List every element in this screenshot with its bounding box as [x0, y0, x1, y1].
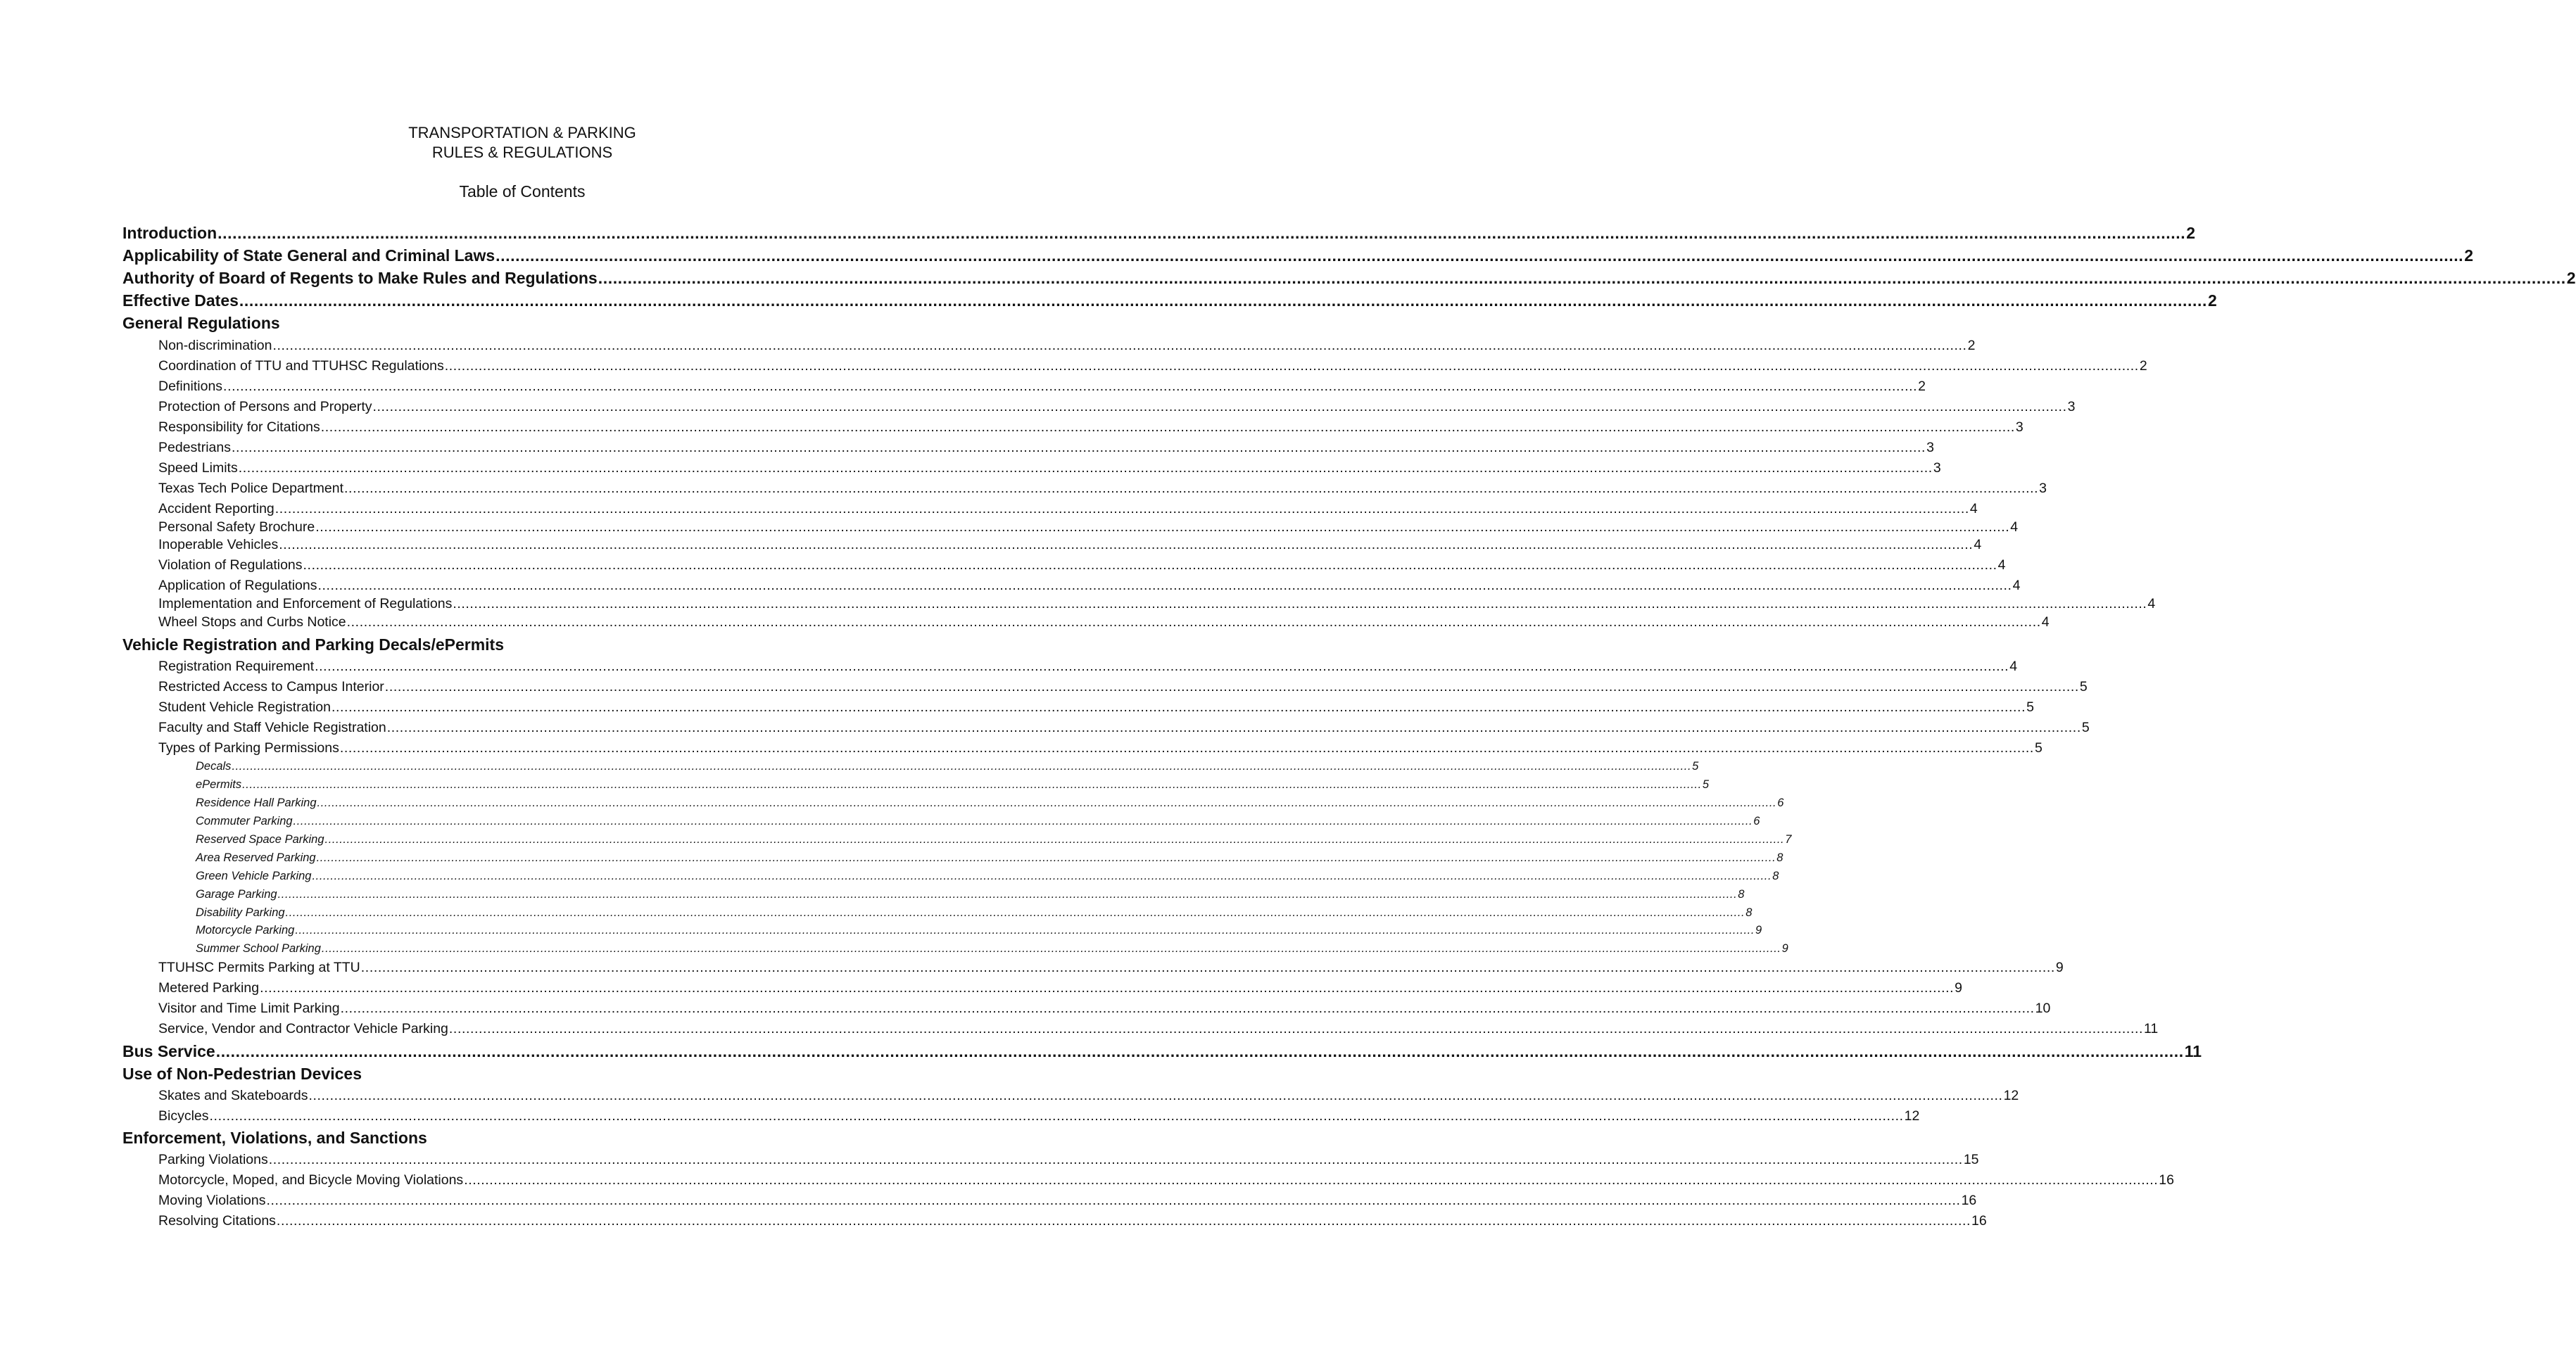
- toc-page-number: 7: [1785, 833, 1792, 846]
- toc-page-number: 3: [1926, 440, 1934, 455]
- toc-entry[interactable]: [158, 720, 2090, 738]
- toc-title: Enforcement, Violations, and Sanctions: [122, 1129, 427, 1147]
- toc-leader-dots: ................................................................................................................................................................................................................................................................................................................................................................................................................: [276, 1213, 1971, 1229]
- toc-page-number: 10: [2035, 1001, 2051, 1016]
- toc-leader-dots: ................................................................................................................................................................................................................................................................................................................................................................................................................: [238, 460, 1933, 476]
- toc-title: Wheel Stops and Curbs Notice: [158, 614, 346, 630]
- toc-title: General Regulations: [122, 314, 280, 332]
- toc-title: Types of Parking Permissions: [158, 740, 339, 756]
- toc-title: Use of Non-Pedestrian Devices: [122, 1065, 362, 1083]
- toc-title: Authority of Board of Regents to Make Rules and Regulations: [122, 269, 598, 287]
- toc-entry[interactable]: [158, 1108, 1920, 1127]
- toc-subentry[interactable]: [196, 870, 1779, 885]
- toc-title: Applicability of State General and Criminal Laws: [122, 246, 495, 265]
- toc-entry[interactable]: [158, 501, 1978, 519]
- toc-entry[interactable]: [158, 537, 1982, 555]
- toc-page-number: 2: [1918, 379, 1926, 394]
- toc-subentry[interactable]: [196, 760, 1699, 775]
- toc-title: Parking Violations: [158, 1152, 268, 1167]
- toc-subentry[interactable]: [196, 778, 1709, 794]
- toc-entry[interactable]: [158, 358, 2147, 376]
- toc-title: Reserved Space Parking: [196, 833, 324, 846]
- toc-entry[interactable]: [158, 1088, 2019, 1106]
- toc-leader-dots: ................................................................................................................................................................................................................................................................................................................................................................................................................: [317, 578, 2012, 593]
- toc-leader-dots: ................................................................................................................................................................................................................................................................................................................................................................................................................: [308, 1088, 2003, 1103]
- toc-leader-dots: ................................................................................................................................................................................................................................................................................................................................................................................................................: [598, 269, 2566, 287]
- toc-leader-dots: ................................................................................................................................................................................................................................................................................................................................................................................................................: [321, 942, 1781, 955]
- toc-title: Bicycles: [158, 1108, 209, 1124]
- toc-subentry[interactable]: [196, 797, 1784, 812]
- toc-leader-dots: ................................................................................................................................................................................................................................................................................................................................................................................................................: [448, 1021, 2143, 1036]
- toc-leader-dots: ................................................................................................................................................................................................................................................................................................................................................................................................................: [231, 440, 1926, 455]
- toc-title: Implementation and Enforcement of Regulations: [158, 596, 453, 611]
- toc-title: Speed Limits: [158, 460, 238, 476]
- toc-subentry[interactable]: [196, 815, 1760, 830]
- toc-title: Personal Safety Brochure: [158, 519, 315, 535]
- toc-entry[interactable]: [158, 519, 2019, 538]
- toc-page-number: 4: [2010, 519, 2019, 535]
- toc-title: Pedestrians: [158, 440, 231, 455]
- toc-title: Vehicle Registration and Parking Decals/ePermits: [122, 635, 504, 654]
- toc-title: Restricted Access to Campus Interior: [158, 679, 384, 694]
- toc-title: Service, Vendor and Contractor Vehicle Parking: [158, 1021, 448, 1036]
- toc-title: Bus Service: [122, 1042, 215, 1060]
- toc-page-number: 3: [2015, 419, 2023, 435]
- toc-page-number: 9: [1955, 980, 1963, 996]
- toc-heading: Table of Contents: [459, 182, 586, 201]
- toc-section[interactable]: [122, 635, 504, 658]
- toc-page-number: 4: [2147, 596, 2156, 611]
- toc-entry[interactable]: [158, 379, 1926, 397]
- document-title-line1: TRANSPORTATION & PARKING: [408, 124, 636, 141]
- toc-page-number: 2: [2207, 291, 2217, 310]
- toc-leader-dots: ................................................................................................................................................................................................................................................................................................................................................................................................................: [316, 851, 1776, 864]
- toc-entry[interactable]: [158, 980, 1963, 998]
- toc-page-number: 6: [1777, 797, 1784, 809]
- toc-entry[interactable]: [158, 460, 1941, 478]
- toc-title: Summer School Parking: [196, 942, 321, 955]
- toc-title: Student Vehicle Registration: [158, 699, 331, 715]
- toc-leader-dots: ................................................................................................................................................................................................................................................................................................................................................................................................................: [277, 888, 1738, 901]
- toc-section[interactable]: [122, 1065, 362, 1087]
- toc-title: Motorcycle, Moped, and Bicycle Moving Violations: [158, 1172, 464, 1188]
- toc-subentry[interactable]: [196, 833, 1792, 849]
- toc-title: Coordination of TTU and TTUHSC Regulations: [158, 358, 444, 374]
- toc-subentry[interactable]: [196, 924, 1762, 939]
- toc-entry[interactable]: [158, 557, 2006, 576]
- toc-leader-dots: ................................................................................................................................................................................................................................................................................................................................................................................................................: [453, 596, 2147, 611]
- toc-entry[interactable]: [158, 1001, 2051, 1019]
- toc-title: Metered Parking: [158, 980, 260, 996]
- toc-page-number: 2: [2186, 224, 2195, 242]
- toc-leader-dots: ................................................................................................................................................................................................................................................................................................................................................................................................................: [295, 924, 1755, 937]
- toc-title: Commuter Parking: [196, 815, 293, 827]
- toc-page-number: 2: [1967, 338, 1976, 353]
- toc-page-number: 4: [2012, 578, 2021, 593]
- toc-entry[interactable]: [158, 399, 2076, 417]
- toc-leader-dots: ................................................................................................................................................................................................................................................................................................................................................................................................................: [340, 1001, 2035, 1016]
- toc-page-number: 3: [1933, 460, 1941, 476]
- toc-title: Non-discrimination: [158, 338, 272, 353]
- toc-leader-dots: ................................................................................................................................................................................................................................................................................................................................................................................................................: [217, 224, 2186, 242]
- toc-page-number: 3: [2039, 481, 2047, 496]
- toc-page-number: 2: [2566, 269, 2576, 287]
- toc-title: Visitor and Time Limit Parking: [158, 1001, 340, 1016]
- toc-page-number: 16: [1971, 1213, 1987, 1229]
- toc-leader-dots: ................................................................................................................................................................................................................................................................................................................................................................................................................: [293, 815, 1753, 827]
- toc-entry[interactable]: [158, 1193, 1977, 1211]
- toc-title: Decals: [196, 760, 232, 773]
- toc-title: Residence Hall Parking: [196, 797, 317, 809]
- toc-section[interactable]: [122, 269, 2576, 291]
- toc-page-number: 2: [2139, 358, 2147, 374]
- toc-leader-dots: ................................................................................................................................................................................................................................................................................................................................................................................................................: [360, 960, 2055, 975]
- toc-entry[interactable]: [158, 440, 1934, 458]
- toc-leader-dots: ................................................................................................................................................................................................................................................................................................................................................................................................................: [315, 519, 2010, 535]
- toc-entry[interactable]: [158, 1172, 2174, 1191]
- toc-section[interactable]: [122, 224, 2195, 246]
- toc-leader-dots: ................................................................................................................................................................................................................................................................................................................................................................................................................: [303, 557, 1997, 573]
- toc-entry[interactable]: [158, 596, 2156, 614]
- toc-leader-dots: ................................................................................................................................................................................................................................................................................................................................................................................................................: [444, 358, 2139, 374]
- toc-section[interactable]: [122, 1129, 427, 1151]
- toc-title: Green Vehicle Parking: [196, 870, 312, 882]
- toc-entry[interactable]: [158, 679, 2088, 697]
- toc-entry[interactable]: [158, 960, 2064, 978]
- toc-entry[interactable]: [158, 1213, 1987, 1231]
- toc-title: Faculty and Staff Vehicle Registration: [158, 720, 386, 735]
- toc-page-number: 8: [1772, 870, 1779, 882]
- toc-leader-dots: ................................................................................................................................................................................................................................................................................................................................................................................................................: [274, 501, 1969, 516]
- toc-page-number: 5: [2034, 740, 2043, 756]
- toc-page-number: 9: [1755, 924, 1762, 937]
- toc-title: ePermits: [196, 778, 242, 791]
- toc-title: Accident Reporting: [158, 501, 274, 516]
- toc-leader-dots: ................................................................................................................................................................................................................................................................................................................................................................................................................: [495, 246, 2464, 265]
- toc-entry[interactable]: [158, 578, 2021, 596]
- toc-page-number: 8: [1738, 888, 1745, 901]
- toc-page-number: 5: [2081, 720, 2090, 735]
- toc-leader-dots: ................................................................................................................................................................................................................................................................................................................................................................................................................: [320, 419, 2015, 435]
- toc-title: Inoperable Vehicles: [158, 537, 279, 552]
- toc-title: Application of Regulations: [158, 578, 317, 593]
- toc-subentry[interactable]: [196, 942, 1788, 958]
- toc-leader-dots: ................................................................................................................................................................................................................................................................................................................................................................................................................: [209, 1108, 1904, 1124]
- toc-title: Skates and Skateboards: [158, 1088, 308, 1103]
- toc-title: Effective Dates: [122, 291, 239, 310]
- toc-section[interactable]: [122, 314, 280, 336]
- toc-title: Registration Requirement: [158, 659, 315, 674]
- toc-page-number: 5: [1692, 760, 1699, 773]
- toc-leader-dots: ................................................................................................................................................................................................................................................................................................................................................................................................................: [315, 659, 2009, 674]
- toc-page-number: 4: [1969, 501, 1978, 516]
- toc-subentry[interactable]: [196, 906, 1753, 922]
- toc-leader-dots: ................................................................................................................................................................................................................................................................................................................................................................................................................: [268, 1152, 1963, 1167]
- toc-title: Motorcycle Parking: [196, 924, 295, 937]
- toc-leader-dots: ................................................................................................................................................................................................................................................................................................................................................................................................................: [332, 699, 2026, 715]
- toc-page-number: 9: [2055, 960, 2064, 975]
- toc-entry[interactable]: [158, 419, 2023, 438]
- toc-entry[interactable]: [158, 1021, 2159, 1039]
- toc-leader-dots: ................................................................................................................................................................................................................................................................................................................................................................................................................: [260, 980, 1955, 996]
- toc-title: Texas Tech Police Department: [158, 481, 344, 496]
- toc-page-number: 12: [1904, 1108, 1920, 1124]
- toc-leader-dots: ................................................................................................................................................................................................................................................................................................................................................................................................................: [339, 740, 2034, 756]
- toc-entry[interactable]: [158, 338, 1976, 356]
- toc-leader-dots: ................................................................................................................................................................................................................................................................................................................................................................................................................: [266, 1193, 1961, 1208]
- toc-leader-dots: ................................................................................................................................................................................................................................................................................................................................................................................................................: [317, 797, 1777, 809]
- toc-entry[interactable]: [158, 740, 2043, 759]
- toc-title: Moving Violations: [158, 1193, 266, 1208]
- toc-leader-dots: ................................................................................................................................................................................................................................................................................................................................................................................................................: [324, 833, 1785, 846]
- toc-entry[interactable]: [158, 699, 2034, 718]
- toc-page-number: 4: [2009, 659, 2018, 674]
- toc-leader-dots: ................................................................................................................................................................................................................................................................................................................................................................................................................: [386, 720, 2081, 735]
- toc-leader-dots: ................................................................................................................................................................................................................................................................................................................................................................................................................: [215, 1042, 2184, 1060]
- toc-page-number: 5: [2079, 679, 2088, 694]
- toc-leader-dots: ................................................................................................................................................................................................................................................................................................................................................................................................................: [372, 399, 2067, 414]
- toc-entry[interactable]: [158, 659, 2018, 677]
- toc-leader-dots: ................................................................................................................................................................................................................................................................................................................................................................................................................: [346, 614, 2041, 630]
- toc-title: Protection of Persons and Property: [158, 399, 372, 414]
- toc-title: Resolving Citations: [158, 1213, 276, 1229]
- toc-page-number: 4: [2041, 614, 2050, 630]
- toc-entry[interactable]: [158, 481, 2047, 499]
- toc-title: Responsibility for Citations: [158, 419, 320, 435]
- document-title-line2: RULES & REGULATIONS: [431, 144, 613, 161]
- toc-page-number: 8: [1745, 906, 1753, 919]
- toc-leader-dots: ................................................................................................................................................................................................................................................................................................................................................................................................................: [312, 870, 1772, 882]
- toc-leader-dots: ................................................................................................................................................................................................................................................................................................................................................................................................................: [223, 379, 1918, 394]
- toc-title: Definitions: [158, 379, 223, 394]
- toc-title: Disability Parking: [196, 906, 285, 919]
- toc-page-number: 5: [1702, 778, 1709, 791]
- toc-page-number: 6: [1753, 815, 1760, 827]
- toc-page-number: 11: [2184, 1042, 2202, 1060]
- toc-title: Garage Parking: [196, 888, 277, 901]
- toc-leader-dots: ................................................................................................................................................................................................................................................................................................................................................................................................................: [344, 481, 2039, 496]
- toc-title: TTUHSC Permits Parking at TTU: [158, 960, 360, 975]
- toc-title: Violation of Regulations: [158, 557, 303, 573]
- toc-title: Area Reserved Parking: [196, 851, 316, 864]
- toc-page-number: 16: [1961, 1193, 1977, 1208]
- toc-leader-dots: ................................................................................................................................................................................................................................................................................................................................................................................................................: [285, 906, 1745, 919]
- toc-leader-dots: ................................................................................................................................................................................................................................................................................................................................................................................................................: [384, 679, 2079, 694]
- toc-page-number: 2: [2464, 246, 2473, 265]
- toc-subentry[interactable]: [196, 888, 1745, 903]
- toc-section[interactable]: [122, 291, 2217, 314]
- toc-page-number: 16: [2159, 1172, 2174, 1188]
- toc-page-number: 4: [1974, 537, 1982, 552]
- toc-leader-dots: ................................................................................................................................................................................................................................................................................................................................................................................................................: [464, 1172, 2159, 1188]
- toc-leader-dots: ................................................................................................................................................................................................................................................................................................................................................................................................................: [239, 291, 2207, 310]
- toc-page-number: 11: [2144, 1021, 2159, 1036]
- toc-leader-dots: ................................................................................................................................................................................................................................................................................................................................................................................................................: [232, 760, 1692, 773]
- toc-page-number: 5: [2026, 699, 2034, 715]
- toc-entry[interactable]: [158, 614, 2050, 633]
- toc-page-number: 3: [2067, 399, 2076, 414]
- toc-leader-dots: ................................................................................................................................................................................................................................................................................................................................................................................................................: [242, 778, 1702, 791]
- toc-page-number: 4: [1997, 557, 2006, 573]
- toc-page-number: 8: [1776, 851, 1783, 864]
- toc-leader-dots: ................................................................................................................................................................................................................................................................................................................................................................................................................: [272, 338, 1967, 353]
- toc-title: Introduction: [122, 224, 217, 242]
- toc-section[interactable]: [122, 246, 2473, 269]
- toc-page-number: 9: [1781, 942, 1788, 955]
- toc-entry[interactable]: [158, 1152, 1979, 1170]
- toc-section[interactable]: [122, 1042, 2202, 1065]
- toc-page-number: 15: [1963, 1152, 1979, 1167]
- toc-subentry[interactable]: [196, 851, 1783, 867]
- toc-leader-dots: ................................................................................................................................................................................................................................................................................................................................................................................................................: [279, 537, 1974, 552]
- toc-page-number: 12: [2003, 1088, 2019, 1103]
